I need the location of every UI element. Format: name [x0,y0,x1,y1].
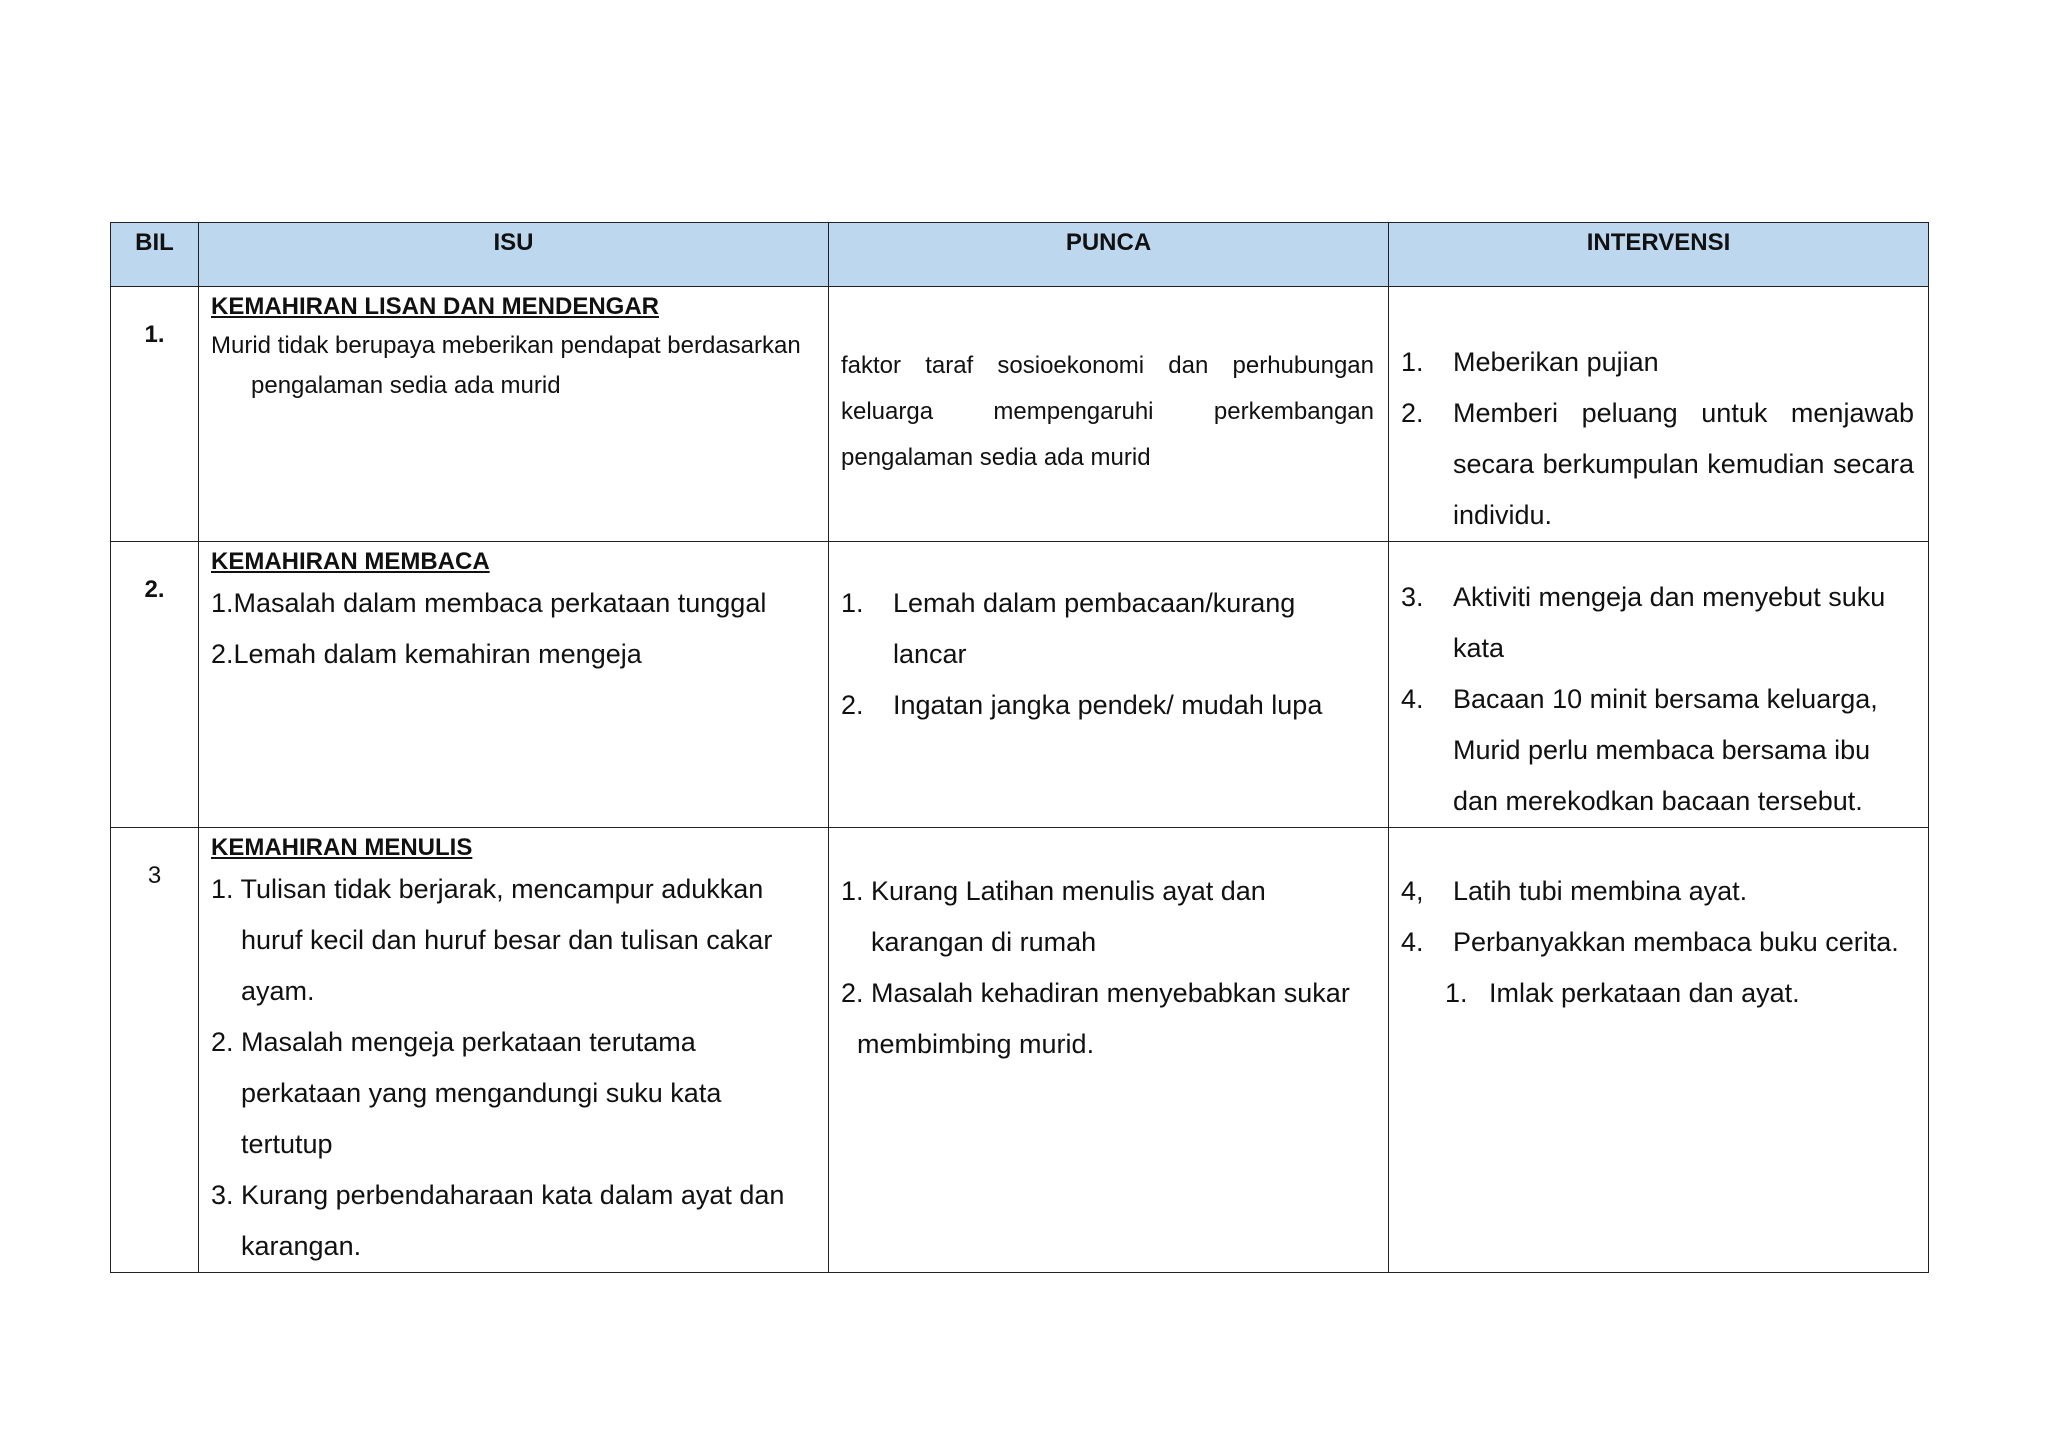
isu-cell [199,542,829,828]
punca-cell [829,828,1389,1273]
list-number: 1. [841,588,864,618]
list-item [841,578,1374,680]
isu-line: 1. Tulisan tidak berjarak, mencampur adukkan huruf kecil dan huruf besar dan tulisan cakar ayam. [211,874,773,1006]
list-text: Lemah dalam pembacaan/kurang lancar [893,588,1296,669]
punca-cell [829,287,1389,542]
list-text: Imlak perkataan dan ayat. [1489,978,1800,1008]
list-text: Ingatan jangka pendek/ mudah lupa [893,690,1323,720]
bil-cell: 1. [111,287,199,542]
list-text: Latih tubi membina ayat. [1453,876,1748,906]
bil-cell: 3 [111,828,199,1273]
list-text: Aktiviti mengeja dan menyebut suku kata [1453,582,1886,663]
list-number: 4. [1401,927,1424,957]
isu-cell [199,828,829,1273]
list-number: 4, [1401,876,1424,906]
list-text: Meberikan pujian [1453,347,1659,377]
list-text: Memberi peluang untuk menjawab secara berkumpulan kemudian secara individu. [1453,398,1914,530]
list-number: 1. [1401,347,1424,377]
intervensi-cell [1389,828,1929,1273]
list-item [1401,968,1914,1019]
header-isu: ISU [199,223,829,287]
punca-cell [829,542,1389,828]
list-item [1401,337,1914,388]
list-number: 4. [1401,684,1424,714]
list-number: 2. [1401,398,1424,428]
list-item [1401,917,1914,968]
table-row [111,287,1929,542]
list-number: 2. [841,690,864,720]
header-intervensi: INTERVENSI [1389,223,1929,287]
list-text: Perbanyakkan membaca buku cerita. [1453,927,1899,957]
isu-line: 3. Kurang perbendaharaan kata dalam ayat dan karangan. [211,1180,785,1261]
header-punca: PUNCA [829,223,1389,287]
isu-cell [199,287,829,542]
isu-line: 2.Lemah dalam kemahiran mengeja [211,639,642,669]
list-item [1401,572,1914,674]
intervensi-cell [1389,542,1929,828]
isu-line: 2. Masalah mengeja perkataan terutama perkataan yang mengandungi suku kata tertutup [211,1027,722,1159]
header-bil: BIL [111,223,199,287]
table-row [111,828,1929,1273]
list-item [1401,388,1914,541]
intervention-table [110,222,1929,1273]
list-item [841,680,1374,731]
section-title: KEMAHIRAN LISAN DAN MENDENGAR [211,293,659,320]
section-title: KEMAHIRAN MENULIS [211,834,473,861]
table-row [111,542,1929,828]
intervensi-cell [1389,287,1929,542]
table-header-row [111,223,1929,287]
list-item [1401,674,1914,827]
punca-line: 1. Kurang Latihan menulis ayat dan karangan di rumah [841,876,1266,957]
punca-line: 2. Masalah kehadiran menyebabkan sukar membimbing murid. [841,978,1350,1059]
isu-line: Murid tidak berupaya meberikan pendapat berdasarkan [211,332,801,359]
isu-line: 1.Masalah dalam membaca perkataan tunggal [211,588,767,618]
isu-line: pengalaman sedia ada murid [251,372,561,399]
punca-text: faktor taraf sosioekonomi dan perhubungan keluarga mempengaruhi perkembangan pengalaman sedia ada murid [841,352,1374,471]
list-number: 3. [1401,582,1424,612]
bil-cell: 2. [111,542,199,828]
section-title: KEMAHIRAN MEMBACA [211,548,490,575]
list-item [1401,866,1914,917]
list-text: Bacaan 10 minit bersama keluarga, Murid perlu membaca bersama ibu dan merekodkan bacaan tersebut. [1453,684,1878,816]
list-number: 1. [1445,978,1468,1008]
